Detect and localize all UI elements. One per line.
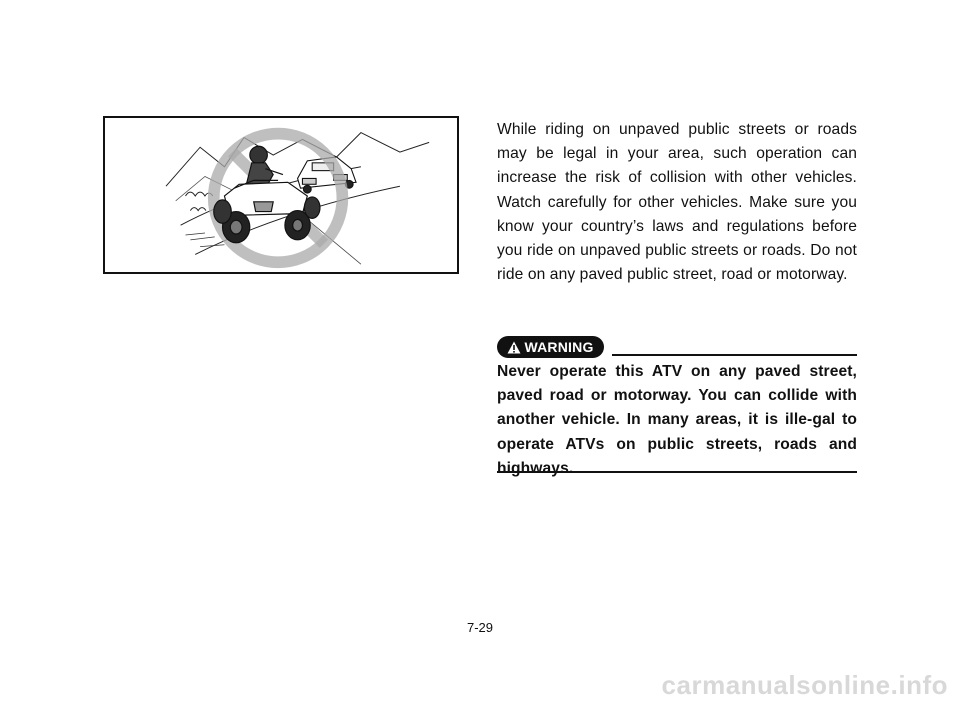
warning-text: Never operate this ATV on any paved street, paved road or motorway. You can collide with another vehicle. In many areas, it is ille-gal to operate ATVs on public streets, roads and highways. [497,363,857,477]
warning-badge [497,336,604,358]
warning-header [497,336,857,358]
warning-rule-top [612,354,857,356]
warning-label: WARNING [524,339,594,355]
warning-triangle-icon [507,341,521,354]
page-number: 7-29 [466,620,494,635]
watermark: carmanualsonline.info [661,670,948,700]
atv-illustration-frame [103,116,459,274]
body-paragraph: While riding on unpaved public streets or roads may be legal in your area, such operation can increase the risk of collision with other vehicles. Watch carefully for other vehicles. Make sure you know your country’s laws and regulations before you ride on unpaved public streets or roads. Do not ride on any paved public street, road or motorway. [497,121,857,284]
atv-on-road-prohibited-illustration [105,118,457,272]
warning-rule-bottom [497,471,857,473]
